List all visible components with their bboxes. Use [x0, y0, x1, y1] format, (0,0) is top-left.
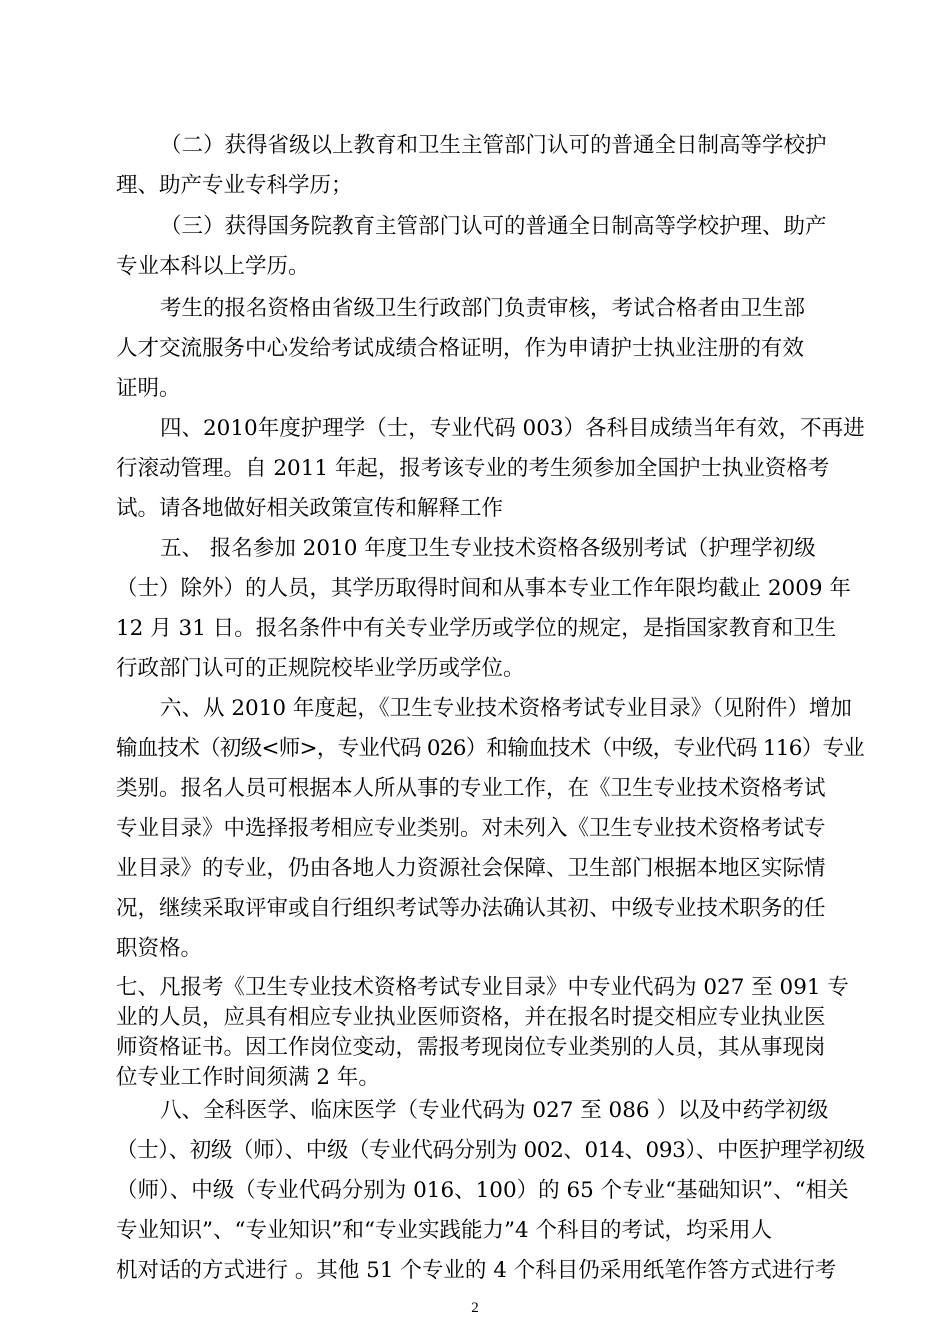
paragraph-line: （士）除外）的人员，其学历取得时间和从事本专业工作年限均截止 2009 年	[116, 576, 851, 601]
paragraph-line: 12 月 31 日。报名条件中有关专业学历或学位的规定，是指国家教育和卫生	[116, 616, 837, 641]
paragraph-line: （二）获得省级以上教育和卫生主管部门认可的普通全日制高等学校护	[160, 133, 827, 158]
paragraph-line: 专业本科以上学历。	[116, 254, 310, 279]
paragraph-line: 业目录》的专业，仍由各地人力资源社会保障、卫生部门根据本地区实际情	[116, 856, 826, 881]
paragraph-line: （三）获得国务院教育主管部门认可的普通全日制高等学校护理、助产	[160, 214, 827, 239]
paragraph-line: 专业知识”、“专业知识”和“专业实践能力”4 个科目的考试，均采用人	[116, 1218, 772, 1243]
paragraph-line: 八、全科医学、临床医学（专业代码为 027 至 086 ）以及中药学初级	[160, 1098, 829, 1123]
paragraph-line: （师）、中级（专业代码分别为 016、100）的 65 个专业“基础知识”、“相关	[116, 1178, 849, 1203]
paragraph-line: 七、凡报考《卫生专业技术资格考试专业目录》中专业代码为 027 至 091 专	[116, 975, 849, 1000]
paragraph-line: 证明。	[116, 376, 181, 401]
paragraph-line: 理、助产专业专科学历；	[116, 173, 353, 198]
paragraph-line: 专业目录》中选择报考相应专业类别。对未列入《卫生专业技术资格考试专	[116, 816, 826, 841]
paragraph-line: 考生的报名资格由省级卫生行政部门负责审核，考试合格者由卫生部	[160, 296, 806, 321]
paragraph-line: 行政部门认可的正规院校毕业学历或学位。	[116, 656, 525, 681]
paragraph-line: 行滚动管理。自 2011 年起，报考该专业的考生须参加全国护士执业资格考	[116, 456, 830, 481]
paragraph-line: 六、从 2010 年度起，《卫生专业技术资格考试专业目录》（见附件）增加	[160, 696, 852, 721]
paragraph-line: 类别。报名人员可根据本人所从事的专业工作，在《卫生专业技术资格考试	[116, 776, 826, 801]
page-number: 2	[471, 1300, 479, 1316]
paragraph-line: 业的人员，应具有相应专业执业医师资格，并在报名时提交相应专业执业医	[116, 1005, 826, 1030]
paragraph-line: 人才交流服务中心发给考试成绩合格证明，作为申请护士执业注册的有效	[116, 336, 805, 361]
paragraph-line: 位专业工作时间须满 2 年。	[116, 1065, 380, 1090]
paragraph-line: 况，继续采取评审或自行组织考试等办法确认其初、中级专业技术职务的任	[116, 896, 826, 921]
paragraph-line: （士）、初级（师）、中级（专业代码分别为 002、014、093）、中医护理学初级	[116, 1138, 865, 1163]
paragraph-line: 输血技术（初级<师>，专业代码 026）和输血技术（中级，专业代码 116）专业	[116, 736, 865, 761]
paragraph-line: 师资格证书。因工作岗位变动，需报考现岗位专业类别的人员，其从事现岗	[116, 1035, 826, 1060]
paragraph-line: 四、2010年度护理学（士，专业代码 003）各科目成绩当年有效，不再进	[160, 416, 865, 441]
paragraph-line: 机对话的方式进行 。其他 51 个专业的 4 个科目仍采用纸笔作答方式进行考	[116, 1258, 837, 1283]
paragraph-line: 试。请各地做好相关政策宣传和解释工作	[116, 496, 504, 521]
paragraph-line: 职资格。	[116, 936, 203, 961]
paragraph-line: 五、 报名参加 2010 年度卫生专业技术资格各级别考试（护理学初级	[160, 536, 816, 561]
